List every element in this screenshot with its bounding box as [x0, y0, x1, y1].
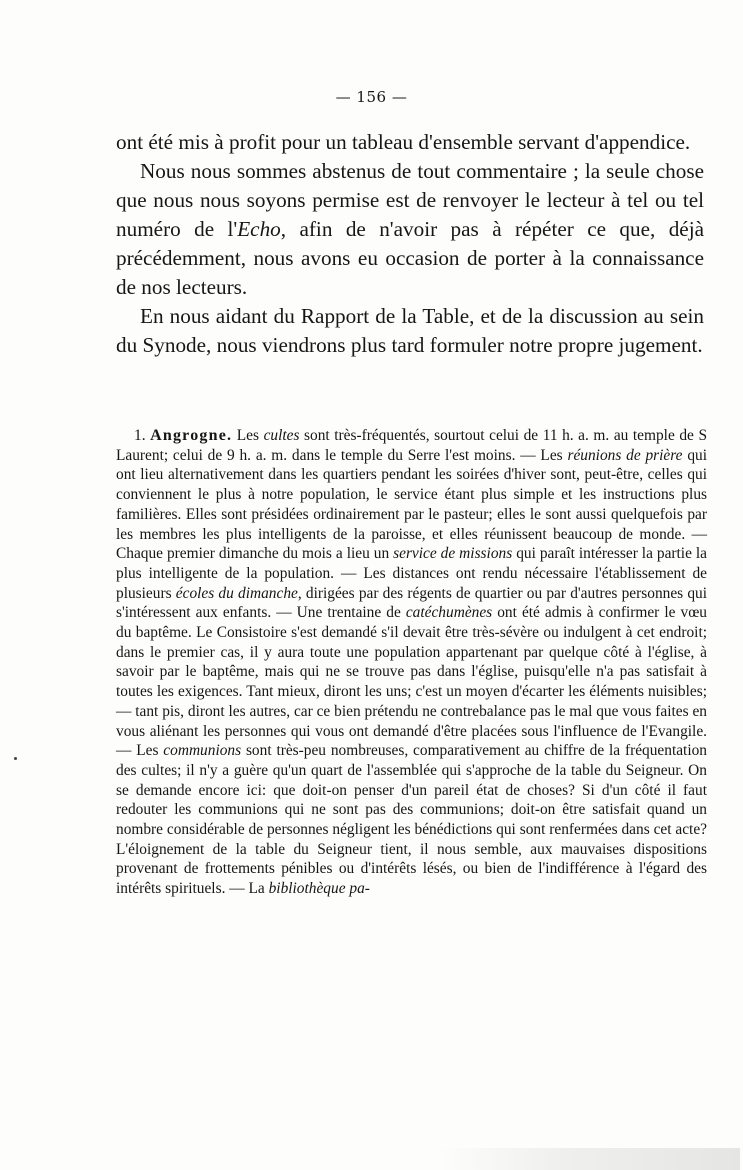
margin-speck	[14, 757, 17, 760]
note-seg-8: , dirigées par des régents de quartier ou par d'autres personnes qui s'intéressent aux enfants. — Une trentaine de	[116, 584, 708, 622]
page-number: — 156 —	[335, 88, 408, 106]
note-seg-6: qui paraît intéresser la partie la plus intelligente de la population. — Les distances ont rendu nécessaire l'établissement de plusieurs	[116, 545, 707, 602]
note-seg-10: ont été admis à confirmer le vœu du baptême. Le Consistoire s'est demandé s'il devait être très-sévère ou indulgent à cet endroit; dans le premier cas, il y aura toute une population appartenant par quelque côté à l'église, à savoir par le baptême, mais qui ne se trouve pas dans l'église, puisqu'elle n'a pas satisfait à toutes les exigences. Tant mieux, diront les uns; c'est un moyen d'écarter les éléments nuisibles; — tant pis, diront les autres, car ce bien prétendu ne contrebalance pas le mal que vous faites en vous aliénant les personnes qui vous ont demandé d'être placées sous l'influence de l'Evangile. — Les	[116, 604, 708, 760]
note-seg-9: catéchumènes	[405, 604, 493, 622]
note-seg-0: Les	[232, 427, 264, 444]
scan-smudge	[440, 1148, 740, 1170]
note-seg-7: écoles du dimanche	[175, 584, 298, 602]
note-seg-4: qui ont lieu alternativement dans les quartiers pendant les soirées d'hiver sont, peut-être, celles qui conviennent le plus à notre population, le service étant plus simple et les instructions plus familières. Elles sont présidées ordinairement par le pasteur; elles le sont aussi quelquefois par les membres les plus intelligents de la paroisse, et elles réunissent beaucoup de monde. — Chaque premier dimanche du mois a lieu un	[116, 446, 707, 563]
note-seg-3: réunions de prière	[567, 446, 683, 464]
paragraph-2-text-b: , afin de n'avoir pas à répéter ce que, déjà précédemment, nous avons eu occasion de porter à la connaissance de nos lecteurs.	[116, 217, 704, 299]
footnote	[116, 426, 707, 899]
note-seg-12: sont très-peu nombreuses, comparativement au chiffre de la fréquentation des cultes; il n'y a guère qu'un quart de l'assemblée qui s'approche de la table du Seigneur. On se demande encore ici: que doit-on penser d'un pareil état de choses? Si d'un côté il faut redouter les communions qui ne sont pas des communions; doit-on être satisfait quand un nombre considérable de personnes négligent les bénédictions qui sont renfermées dans cet acte? L'éloignement de la table du Seigneur tient, il nous semble, aux mauvaises dispositions provenant de frottements pénibles ou d'intérêts lésés, ou bien de l'indifférence à l'égard des intérêts spirituels. — La	[116, 742, 707, 898]
note-seg-2: sont très-fréquentés, sourtout celui de 11 h. a. m. au temple de S Laurent; celui de 9 h. a. m. dans le temple du Serre l'est moins. — Les	[116, 427, 708, 464]
note-seg-5: service de missions	[393, 545, 513, 563]
paragraph-2	[116, 157, 704, 302]
paragraph-3: En nous aidant du Rapport de la Table, et de la discussion au sein du Synode, nous viendrons plus tard formuler notre propre jugement.	[116, 304, 704, 357]
footnote-number: 1.	[134, 427, 146, 444]
main-text	[116, 128, 704, 360]
footnote-paragraph	[116, 426, 707, 899]
note-seg-11: communions	[163, 742, 242, 760]
note-seg-1: cultes	[263, 427, 300, 444]
paragraph-2-text-a: Nous nous sommes abstenus de tout commentaire ; la seule chose que nous nous soyons permise est de renvoyer le lecteur à tel ou tel numéro de l'	[116, 159, 704, 241]
note-seg-13: bibliothèque pa-	[268, 880, 370, 898]
paragraph-1: ont été mis à profit pour un tableau d'ensemble servant d'appendice.	[116, 130, 691, 154]
footnote-title: Angrogne.	[150, 427, 233, 444]
echo-title: Echo	[237, 217, 281, 241]
